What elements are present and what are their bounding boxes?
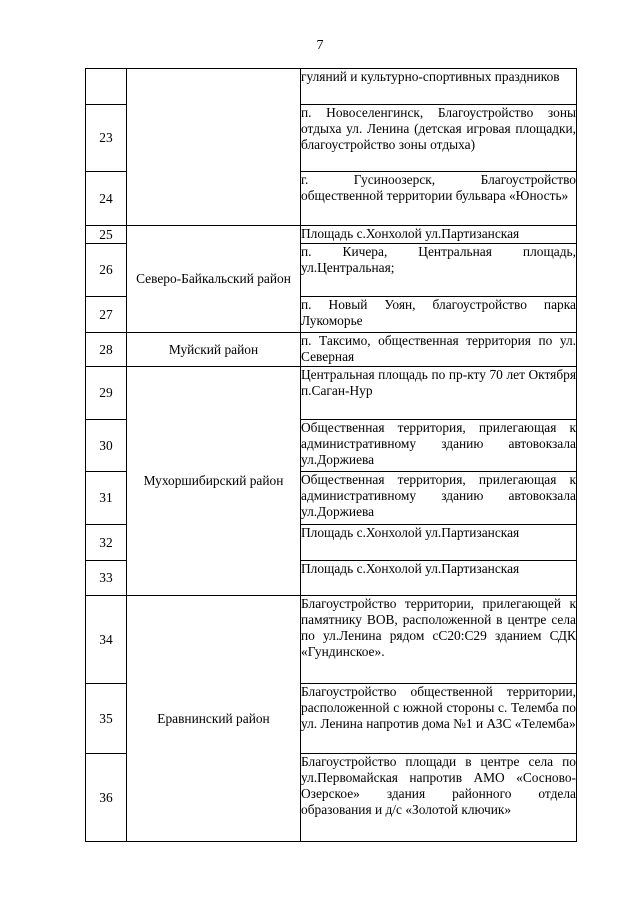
row-number: 24: [86, 172, 127, 226]
district-cell: Еравнинский район: [127, 596, 301, 842]
table-row: [86, 367, 577, 420]
row-number: 23: [86, 105, 127, 172]
territory-description: [301, 105, 577, 172]
table-row: [86, 596, 577, 684]
territory-description: [301, 297, 577, 333]
row-number: 28: [86, 333, 127, 367]
table-row: [86, 226, 577, 244]
description-text: Площадь с.Хонхолой ул.Партизанская: [301, 226, 520, 241]
row-number: 35: [86, 684, 127, 754]
territory-description: [301, 69, 577, 105]
territory-description: [301, 420, 577, 472]
territory-description: [301, 684, 577, 754]
description-text: Площадь с.Хонхолой ул.Партизанская: [301, 525, 520, 540]
description-text: п. Кичера, Центральная площадь, ул.Центральная;: [301, 244, 576, 275]
territory-description: [301, 596, 577, 684]
row-number: 25: [86, 226, 127, 244]
description-text: гуляний и культурно-спортивных праздников: [301, 69, 560, 84]
description-text: Благоустройство общественной территории, расположенной с южной стороны с. Телемба по ул. Ленина напротив дома №1 и АЗС «Телемба»: [301, 684, 576, 731]
page-number: 7: [316, 38, 324, 53]
description-text: п. Новый Уоян, благоустройство парка Лукоморье: [301, 297, 576, 328]
territory-description: [301, 172, 577, 226]
territory-description: [301, 472, 577, 525]
row-number: 26: [86, 244, 127, 297]
table-row: [86, 333, 577, 367]
territory-description: [301, 754, 577, 842]
territory-description: [301, 244, 577, 297]
row-number: 36: [86, 754, 127, 842]
description-text: Благоустройство площади в центре села по ул.Первомайская напротив АМО «Сосново-Озерское» здания районного отдела образования и д/с «Золотой ключик»: [301, 754, 576, 817]
row-number: 27: [86, 297, 127, 333]
description-text: Благоустройство территории, прилегающей к памятнику ВОВ, расположенной в центре села по ул.Ленина рядом сС20:С29 зданием СДК «Гундинское».: [301, 596, 576, 659]
territories-table: [85, 68, 577, 842]
district-cell: [127, 69, 301, 226]
territory-description: [301, 367, 577, 420]
district-cell: Муйский район: [127, 333, 301, 367]
district-cell: Северо-Байкальский район: [127, 226, 301, 333]
district-cell: Мухоршибирский район: [127, 367, 301, 596]
description-text: Площадь с.Хонхолой ул.Партизанская: [301, 561, 520, 576]
row-number: 29: [86, 367, 127, 420]
description-text: Общественная территория, прилегающая к административному зданию автовокзала ул.Доржиева: [301, 472, 576, 519]
row-number: [86, 69, 127, 105]
description-text: п. Таксимо, общественная территория по ул. Северная: [301, 333, 576, 364]
table-row: [86, 69, 577, 105]
row-number: 32: [86, 525, 127, 561]
territory-description: [301, 333, 577, 367]
row-number: 31: [86, 472, 127, 525]
description-text: г. Гусиноозерск, Благоустройство общественной территории бульвара «Юность»: [301, 172, 576, 203]
row-number: 33: [86, 561, 127, 596]
description-text: Центральная площадь по пр-кту 70 лет Октября п.Саган-Нур: [301, 367, 576, 398]
territory-description: [301, 561, 577, 596]
territory-description: [301, 226, 577, 244]
description-text: п. Новоселенгинск, Благоустройство зоны отдыха ул. Ленина (детская игровая площадки, благоустройство зоны отдыха): [301, 105, 576, 152]
row-number: 30: [86, 420, 127, 472]
description-text: Общественная территория, прилегающая к административному зданию автовокзала ул.Доржиева: [301, 420, 576, 467]
territory-description: [301, 525, 577, 561]
row-number: 34: [86, 596, 127, 684]
